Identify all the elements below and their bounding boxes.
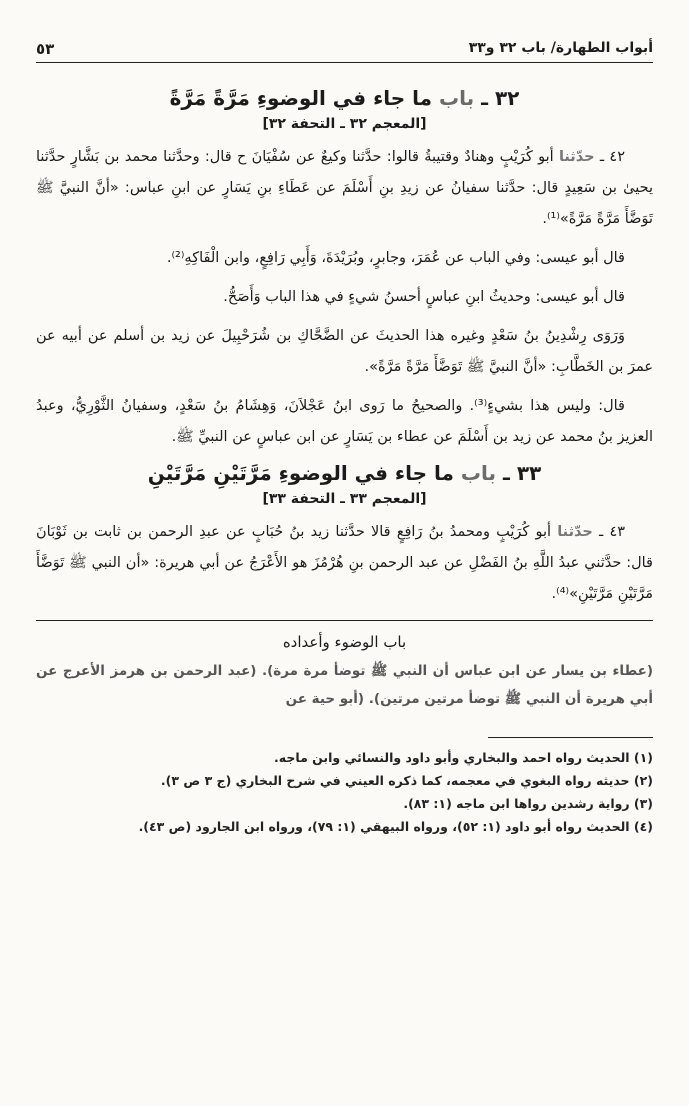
page-body: [36, 78, 653, 838]
hadith-42-haddathana: حدّثنا: [558, 149, 595, 165]
paragraph-sahih: قال: وليس هذا بشيءٍ⁽³⁾. والصحيحُ ما رَوى ابنُ عَجْلاَنَ، وَهِشَامُ بنُ سَعْدٍ، وسفيانُ الثَّوْرِيُّ، وعبدُ العزيز بنُ محمد عن زيد بن أَسْلَمَ عن عطاء بن يَسَارٍ عن ابن عباسٍ عن النبيِّ ﷺ.: [36, 398, 653, 445]
chapter-32-reference: [المعجم ٣٢ ـ التحفة ٣٢]: [262, 116, 427, 132]
hadith-43: [36, 517, 653, 610]
header-divider: [36, 62, 653, 63]
chapter-33-heading: ما جاء في الوضوءِ مَرَّتَيْنِ مَرَّتَيْنِ: [147, 461, 454, 485]
chapter-32-title: [36, 86, 653, 110]
footnote-3: (٣) رواية رشدين رواها ابن ماجه (١: ٨٣).: [403, 796, 653, 811]
footnote-4: (٤) الحديث رواه أبو داود (١: ٥٢)، ورواه البيهقي (١: ٧٩)، ورواه ابن الجارود (ص ٤٣).: [138, 819, 653, 834]
footnote-1: (١) الحديث رواه احمد والبخاري وأبو داود والنسائي وابن ماجه.: [274, 750, 653, 765]
paragraph-rashdin: وَرَوَى رِشْدِينُ بنُ سَعْدٍ وغيره هذا الحديثَ عن الضَّحَّاكِ بن شُرَحْبِيلَ عن زيد بن أسلم عن أبيه عن عمرَ بن الخَطَّابِ: «أنَّ النبيَّ ﷺ تَوَضَّأَ مَرَّةً مَرَّةً».: [36, 328, 653, 375]
footnote-divider: [488, 737, 653, 738]
paragraph-ahsan: قال أبو عيسى: وحديثُ ابنِ عباسٍ أحسنُ شيءٍ في هذا الباب وَأَصَحُّ.: [223, 289, 625, 305]
hadith-43-text: أبو كُرَيْبٍ ومحمدُ بنُ رَافِعٍ قالا حدَّثنا زيد بنُ حُبَابٍ عن عبدِ الرحمن بن ثابت بن ثَوْبَانَ قال: حدَّثني عبدُ اللَّهِ بنُ الفَضْلِ عن عبد الرحمن بنِ هُرْمُزَ هو الأَعْرَجُ عن أبي هريرة: «أن النبي ﷺ تَوَضَّأَ مَرَّتَيْنِ مَرَّتَيْنِ»⁽⁴⁾.: [36, 524, 653, 602]
chapter-32-bab: باب: [439, 86, 475, 110]
paragraph-fil-bab: قال أبو عيسى: وفي الباب عن عُمَرَ، وجابرٍ، وبُرَيْدَةَ، وَأَبِي رَافِعٍ، وابن الْفَاكِهِ⁽²⁾.: [166, 250, 625, 266]
chapter-33-reference: [المعجم ٣٣ ـ التحفة ٣٣]: [262, 491, 427, 507]
running-title: أبواب الطهارة/ باب ٣٢ و٣٣: [468, 40, 653, 56]
page-header: [36, 30, 653, 60]
commentary-title: باب الوضوء وأعداده: [282, 633, 407, 651]
hadith-42: [36, 142, 653, 235]
chapter-33-number: ٣٣ ـ: [503, 461, 542, 485]
chapter-32-number: ٣٢ ـ: [481, 86, 520, 110]
hadith-42-number: ٤٢ ـ: [599, 149, 625, 165]
commentary-divider: [36, 620, 653, 621]
hadith-43-haddathana: حدّثنا: [557, 524, 593, 540]
chapter-33-bab: باب: [460, 461, 497, 485]
chapter-32-heading: ما جاء في الوضوءِ مَرَّةً مَرَّةً: [169, 86, 433, 110]
chapter-33-title: [36, 461, 653, 485]
hadith-42-text: أبو كُرَيْبٍ وهنادٌ وقتيبةُ قالوا: حدَّثنا وكيعٌ عن سُفْيَانَ ح قال: وحدَّثنا محمد بن بَشَّارٍ حدَّثنا يحيىٰ بن سَعِيدٍ قال: حدَّثنا سفيانُ عن زيدِ بنِ أَسْلَمَ عن عَطَاءِ بنِ يَسَارٍ عن ابنِ عباس: «أنَّ النبيَّ ﷺ تَوَضَّأَ مَرَّةً مَرَّةً»⁽¹⁾.: [36, 149, 653, 227]
hadith-43-number: ٤٣ ـ: [599, 524, 626, 540]
page-number: ٥٣: [36, 40, 55, 58]
commentary-text: (عطاء بن يسار عن ابن عباس أن النبي ﷺ توضأ مرة مرة). (عبد الرحمن بن هرمز الأعرج عن أبي هريرة أن النبي ﷺ توضأ مرتين مرتين). (أبو حية عن: [36, 663, 653, 707]
footnote-2: (٢) حديثه رواه البغوي في معجمه، كما ذكره العيني في شرح البخاري (ج ٣ ص ٣).: [160, 773, 653, 788]
